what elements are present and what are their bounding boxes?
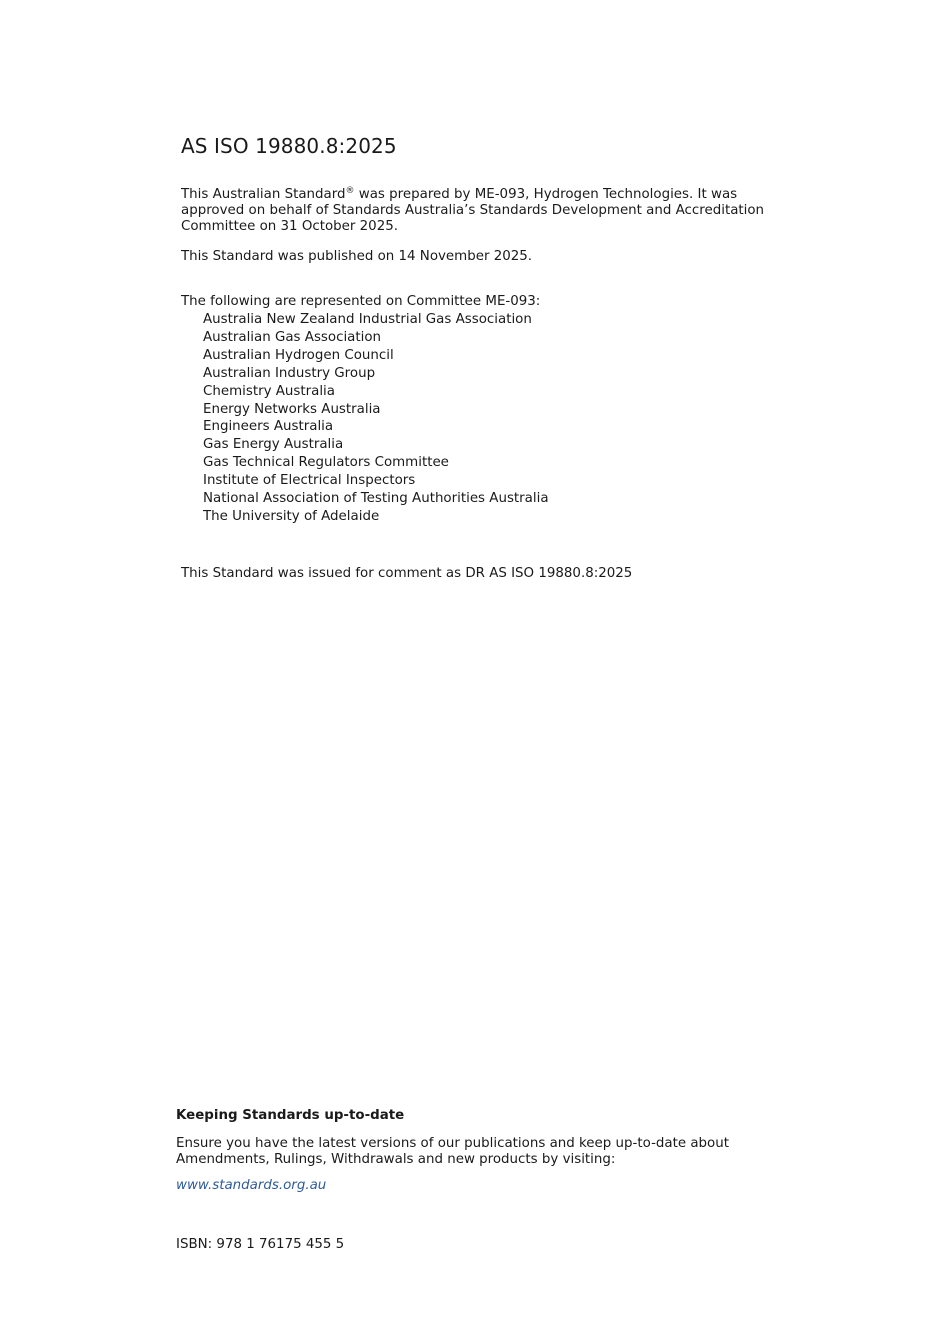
committee-member: Chemistry Australia xyxy=(203,383,335,399)
committee-member-list xyxy=(181,311,549,526)
preparation-text-end: was prepared by ME-093, Hydrogen Technologies. It was approved on behalf of Standards Australia’s Standards Development and Accreditation Committee on 31 October 2025. xyxy=(181,187,765,234)
committee-member: Institute of Electrical Inspectors xyxy=(203,473,416,489)
committee-member: Gas Energy Australia xyxy=(203,437,344,453)
committee-member: Australian Industry Group xyxy=(203,365,376,381)
keeping-up-to-date-heading: Keeping Standards up-to-date xyxy=(176,1108,405,1123)
committee-member: Engineers Australia xyxy=(203,419,334,435)
preparation-statement xyxy=(181,187,781,235)
committee-member: The University of Adelaide xyxy=(203,508,380,524)
keeping-up-to-date-text: Ensure you have the latest versions of our publications and keep up-to-date about Amendments, Rulings, Withdrawals and new products by visiting: xyxy=(176,1136,729,1167)
isbn-number: ISBN: 978 1 76175 455 5 xyxy=(176,1237,345,1252)
standards-website-link[interactable]: www.standards.org.au xyxy=(176,1178,327,1193)
document-designation: AS ISO 19880.8:2025 xyxy=(181,134,397,158)
publication-statement: This Standard was published on 14 November 2025. xyxy=(181,249,533,264)
committee-member: Australian Hydrogen Council xyxy=(203,347,394,363)
committee-member: Australia New Zealand Industrial Gas Association xyxy=(203,312,532,327)
committee-member: Australian Gas Association xyxy=(203,329,382,345)
committee-member: Energy Networks Australia xyxy=(203,401,381,417)
committee-member: National Association of Testing Authorities Australia xyxy=(203,491,549,507)
registered-mark: ® xyxy=(345,186,355,196)
comment-statement: This Standard was issued for comment as DR AS ISO 19880.8:2025 xyxy=(181,566,633,581)
preparation-text-start: This Australian Standard xyxy=(181,187,346,202)
committee-section xyxy=(181,293,549,526)
committee-heading: The following are represented on Committee ME-093: xyxy=(181,294,541,309)
committee-member: Gas Technical Regulators Committee xyxy=(203,455,449,471)
